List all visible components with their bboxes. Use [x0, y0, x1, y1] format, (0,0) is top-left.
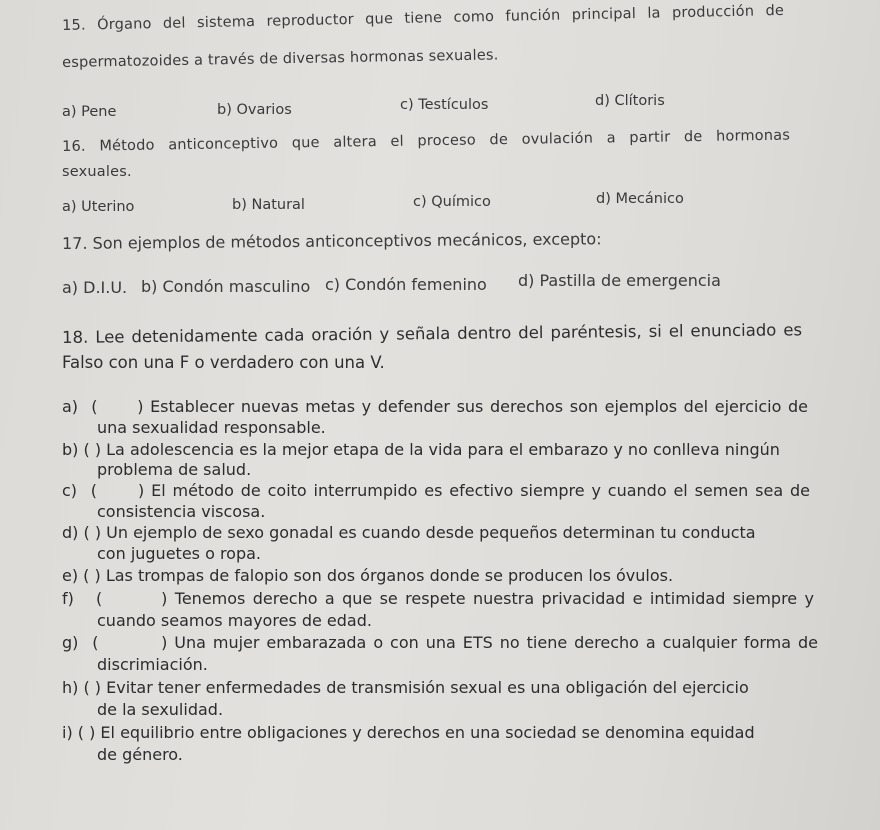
item-e-line-1: e) ( ) Las trompas de falopio son dos órganos donde se producen los óvulos. — [62, 566, 674, 585]
question-16-option-d: d) Mecánico — [596, 191, 684, 207]
item-c-line-2: consistencia viscosa. — [97, 502, 266, 521]
question-16-line-1: 16. Método anticonceptivo que altera el proceso de ovulación a partir de hormonas — [62, 127, 791, 155]
question-15-line-2: espermatozoides a través de diversas hormonas sexuales. — [62, 47, 499, 71]
question-16-option-b: b) Natural — [232, 197, 305, 213]
item-a-line-1: a) ( ) Establecer nuevas metas y defender sus derechos son ejemplos del ejercicio de — [62, 397, 808, 416]
item-f-line-1: f) ( ) Tenemos derecho a que se respete nuestra privacidad e intimidad siempre y — [62, 589, 814, 608]
question-16-option-a: a) Uterino — [62, 199, 135, 215]
question-17-option-a: a) D.I.U. — [62, 278, 128, 297]
item-g-line-2: discrimiación. — [97, 655, 208, 674]
item-d-line-2: con juguetes o ropa. — [97, 544, 262, 563]
question-17-option-d: d) Pastilla de emergencia — [518, 271, 721, 290]
item-i-line-1: i) ( ) El equilibrio entre obligaciones y derechos en una sociedad se denomina equidad — [62, 723, 755, 742]
question-16-line-2: sexuales. — [62, 164, 132, 180]
item-f-line-2: cuando seamos mayores de edad. — [97, 611, 372, 630]
question-17-text: 17. Son ejemplos de métodos anticonceptivos mecánicos, excepto: — [62, 229, 602, 253]
item-i-line-2: de género. — [97, 745, 183, 764]
question-15-option-b: b) Ovarios — [217, 102, 292, 118]
question-15-option-c: c) Testículos — [400, 97, 489, 113]
item-b-line-1: b) ( ) La adolescencia es la mejor etapa de la vida para el embarazo y no conlleva ningún — [62, 440, 780, 459]
item-c-line-1: c) ( ) El método de coito interrumpido es efectivo siempre y cuando el semen sea de — [62, 481, 810, 500]
item-g-line-1: g) ( ) Una mujer embarazada o con una ETS no tiene derecho a cualquier forma de — [62, 633, 818, 652]
question-18-intro-line-1: 18. Lee detenidamente cada oración y señala dentro del paréntesis, si el enunciado es — [62, 320, 803, 347]
question-18-intro-line-2: Falso con una F o verdadero con una V. — [62, 353, 385, 372]
question-17-option-c: c) Condón femenino — [325, 275, 487, 294]
question-17-option-b: b) Condón masculino — [141, 277, 311, 296]
item-a-line-2: una sexualidad responsable. — [97, 418, 326, 437]
item-h-line-1: h) ( ) Evitar tener enfermedades de transmisión sexual es una obligación del ejercicio — [62, 678, 749, 697]
item-h-line-2: de la sexulidad. — [97, 700, 224, 719]
question-16-option-c: c) Químico — [413, 194, 491, 210]
question-15-option-d: d) Clítoris — [595, 93, 665, 109]
item-d-line-1: d) ( ) Un ejemplo de sexo gonadal es cuando desde pequeños determinan tu conducta — [62, 523, 756, 542]
question-15-option-a: a) Pene — [62, 104, 117, 120]
question-15-line-1: 15. Órgano del sistema reproductor que tiene como función principal la producción de — [62, 2, 785, 34]
item-b-line-2: problema de salud. — [97, 460, 252, 479]
